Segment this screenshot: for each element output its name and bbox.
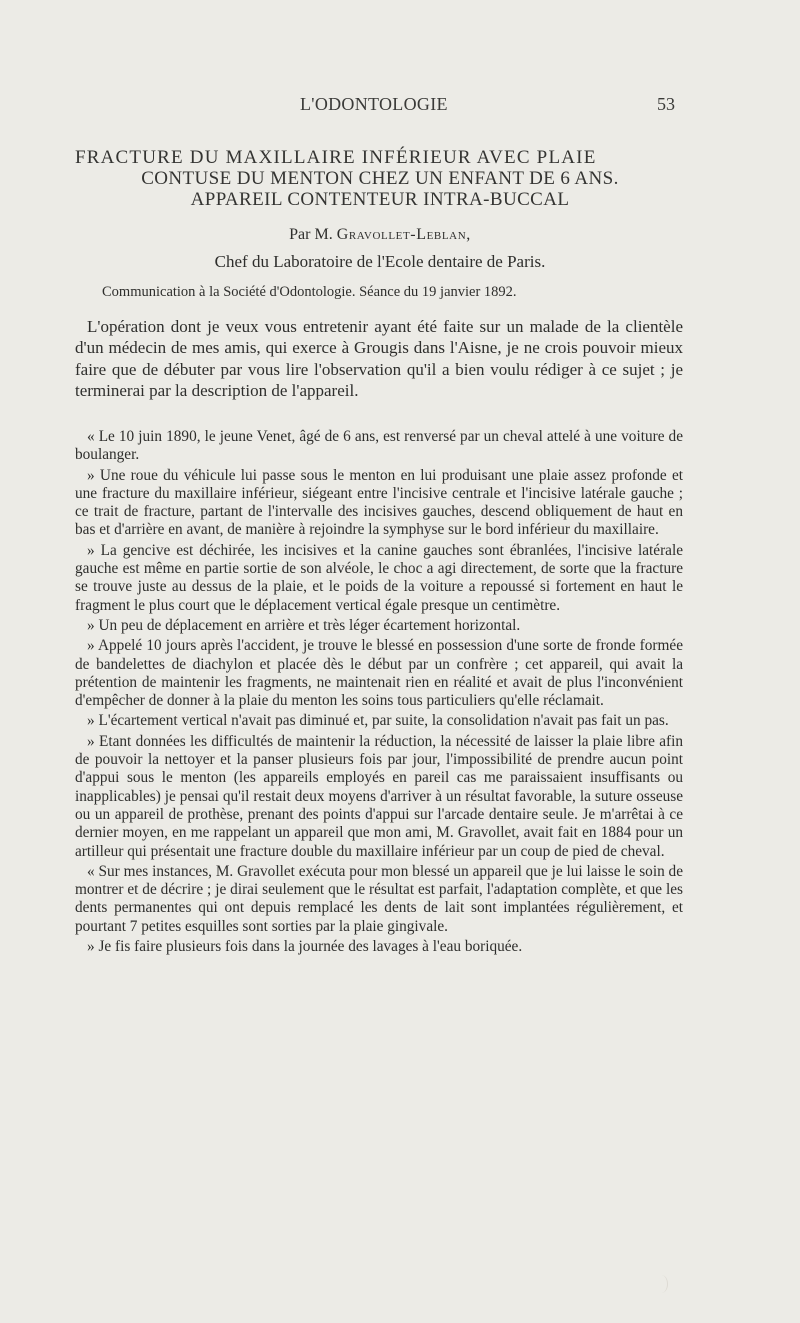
observation-paragraph: « Le 10 juin 1890, le jeune Venet, âgé de 6 ans, est renversé par un cheval attelé à une voiture de boulanger.	[75, 428, 683, 464]
observation-paragraph: » Je fis faire plusieurs fois dans la journée des lavages à l'eau boriquée.	[87, 938, 523, 956]
observation-paragraph: » Appelé 10 jours après l'accident, je trouve le blessé en possession d'une sorte de fronde formée de bandelettes de diachylon et placée dès le début par un confrère ; cet appareil, qui avait la prétention de maintenir les fragments, ne maintenait rien en réalité et avait de plus l'inconvénient d'empêcher de donner à la plaie du menton les soins tous particuliers qu'elle réclamait.	[75, 637, 683, 710]
observation-paragraph: » La gencive est déchirée, les incisives et la canine gauches sont ébranlées, l'incisive latérale gauche est même en partie sortie de son alvéole, le choc a agi directement, de sorte que la fracture se trouve juste au dessus de la plaie, et le poids de la voiture a repoussé si fortement en haut le fragment le plus court que le déplacement vertical égale presque un centimètre.	[75, 541, 683, 614]
observation-text	[75, 428, 683, 958]
observation-paragraph: » Un peu de déplacement en arrière et très léger écartement horizontal.	[87, 616, 521, 634]
byline-prefix: Par M.	[289, 226, 337, 243]
title-line: FRACTURE DU MAXILLAIRE INFÉRIEUR AVEC PLAIE	[75, 147, 597, 168]
byline	[0, 226, 760, 244]
title-line: CONTUSE DU MENTON CHEZ UN ENFANT DE 6 ANS.	[141, 168, 619, 189]
observation-paragraph: » Etant données les difficultés de maintenir la réduction, la nécessité de laisser la plaie libre afin de pouvoir la nettoyer et la panser plusieurs fois par jour, l'impossibilité de prendre aucun point d'appui sous le menton (les appareils employés en pareil cas me paraissaient insuffisants ou inapplicables) je pensai qu'il restait deux moyens d'arriver à un résultat favorable, la suture osseuse ou un appareil de prothèse, prenant des points d'appui sur l'arcade dentaire seule. Je m'arrêtai à ce dernier moyen, en me rappelant un appareil que mon ami, M. Gravollet, avait fait en 1884 pour un artilleur qui présentait une fracture double du maxillaire inférieur par un coup de pied de cheval.	[75, 732, 683, 860]
communication-note: Communication à la Société d'Odontologie. Séance du 19 janvier 1892.	[102, 284, 517, 300]
observation-paragraph: « Sur mes instances, M. Gravollet exécuta pour mon blessé un appareil que je lui laisse le soin de montrer et de décrire ; je dirai seulement que le résultat est parfait, l'adaptation complète, et que les dents permanentes qui ont depuis remplacé les dents de lait sont implantées régulièrement, et pourtant 7 petites esquilles sont sorties par la plaie gingivale.	[75, 862, 683, 935]
title-line: APPAREIL CONTENTEUR INTRA-BUCCAL	[190, 189, 570, 210]
observation-paragraph: » Une roue du véhicule lui passe sous le menton en lui produisant une plaie assez profonde et une fracture du maxillaire inférieur, siégeant entre l'incisive centrale et l'incisive latérale gauche ; ce trait de fracture, partant de l'intervalle des incisives gauches, descend obliquement de haut en bas et d'arrière en avant, de manière à rejoindre la symphyse sur le bord inférieur du maxillaire.	[75, 466, 683, 539]
author-name: Gravollet-Leblan,	[336, 226, 471, 243]
running-title: L'ODONTOLOGIE	[300, 94, 448, 114]
article-title	[75, 147, 685, 210]
paper-mark	[655, 1275, 668, 1293]
author-affiliation: Chef du Laboratoire de l'Ecole dentaire de Paris.	[214, 252, 546, 271]
page-number: 53	[657, 94, 675, 114]
intro-paragraph: L'opération dont je veux vous entretenir ayant été faite sur un malade de la clientèle d'un médecin de mes amis, qui exerce à Grougis dans l'Aisne, je ne crois pouvoir mieux faire que de débuter par vous lire l'observation qu'il a bien voulu rédiger à ce sujet ; je terminerai par la description de l'appareil.	[75, 317, 683, 400]
observation-paragraph: » L'écartement vertical n'avait pas diminué et, par suite, la consolidation n'avait pas fait un pas.	[87, 712, 669, 730]
